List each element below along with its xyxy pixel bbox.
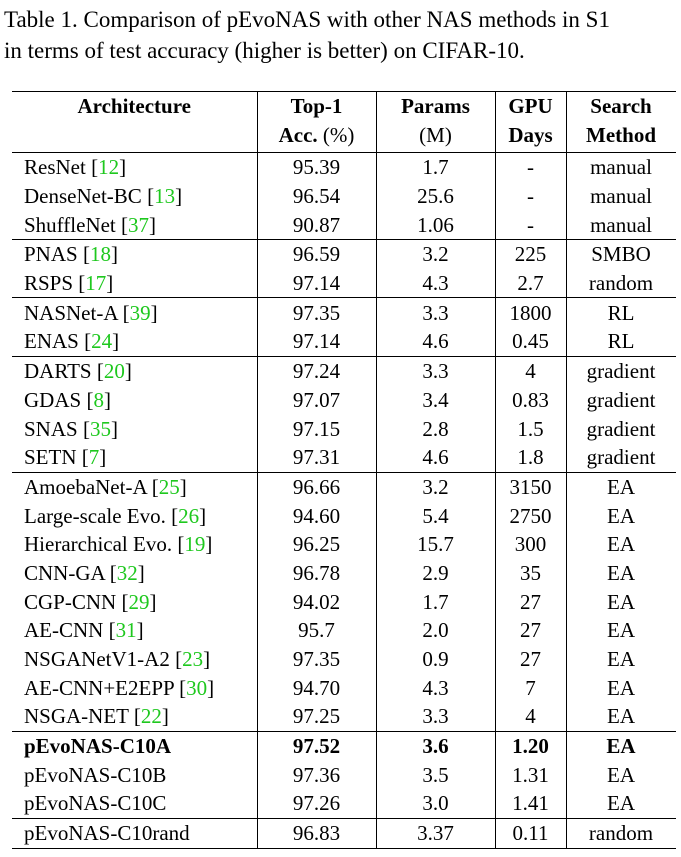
cell-params: 4.3 <box>376 673 495 702</box>
citation-link[interactable]: 26 <box>178 503 200 528</box>
cell-top1-acc: 97.31 <box>257 443 376 472</box>
cell-gpu-days: 27 <box>495 616 566 645</box>
cell-params: 1.7 <box>376 153 495 182</box>
architecture-name: AmoebaNet-A <box>24 474 147 499</box>
cell-search-method: EA <box>566 645 676 674</box>
table-row <box>12 702 676 731</box>
citation-link[interactable]: 23 <box>182 647 204 672</box>
cell-params: 3.37 <box>376 818 495 848</box>
cell-gpu-days: 7 <box>495 673 566 702</box>
cell-architecture <box>12 818 257 848</box>
citation-link[interactable]: 31 <box>115 618 137 643</box>
cell-architecture: NSGANetV1-A2 [23] <box>24 647 211 672</box>
header-search-method: Search Method <box>566 92 676 153</box>
cell-architecture: NSGA-NET [22] <box>24 704 169 729</box>
comparison-table <box>12 91 676 849</box>
cell-search-method: gradient <box>566 414 676 443</box>
cell-top1-acc: 97.25 <box>257 702 376 731</box>
cell-params: 1.06 <box>376 210 495 239</box>
architecture-name: SNAS <box>24 416 78 441</box>
cell-search-method: EA <box>566 673 676 702</box>
table-row <box>12 731 676 760</box>
table-row <box>12 673 676 702</box>
cell-architecture: GDAS [8] <box>24 387 111 412</box>
cell-architecture: AE-CNN [31] <box>24 618 144 643</box>
table-row <box>12 559 676 588</box>
cell-gpu-days: 0.83 <box>495 386 566 415</box>
cell-gpu-days: 4 <box>495 702 566 731</box>
cell-params: 3.5 <box>376 760 495 789</box>
cell-architecture: AmoebaNet-A [25] <box>12 472 257 501</box>
architecture-name: PNAS <box>24 242 78 267</box>
architecture-name: pEvoNAS-C10B <box>24 762 167 787</box>
table-row <box>12 760 676 789</box>
caption-line-1: Table 1. Comparison of pEvoNAS with other NAS methods in S1 <box>4 7 610 32</box>
cell-gpu-days: 3150 <box>495 472 566 501</box>
cell-gpu-days: - <box>495 210 566 239</box>
table-row <box>12 645 676 674</box>
cell-top1-acc: 96.83 <box>257 818 376 848</box>
citation-link[interactable]: 12 <box>98 155 120 180</box>
cell-architecture: Hierarchical Evo. [19] <box>24 532 213 557</box>
table-row <box>12 501 676 530</box>
citation-link[interactable]: 18 <box>89 242 111 267</box>
cell-architecture: Large-scale Evo. [26] <box>24 503 207 528</box>
cell-top1-acc: 97.07 <box>257 386 376 415</box>
citation-link[interactable]: 13 <box>154 184 176 209</box>
cell-gpu-days: 2.7 <box>495 269 566 298</box>
architecture-name: GDAS <box>24 387 82 412</box>
cell-top1-acc: 96.25 <box>257 530 376 559</box>
cell-search-method: EA <box>566 789 676 818</box>
cell-top1-acc: 90.87 <box>257 210 376 239</box>
cell-architecture: CGP-CNN [29] <box>24 589 157 614</box>
cell-gpu-days: 27 <box>495 587 566 616</box>
cell-gpu-days: 1.20 <box>495 731 566 760</box>
cell-search-method: RL <box>566 298 676 327</box>
cell-architecture: DARTS [20] <box>12 356 257 385</box>
cell-top1-acc: 96.54 <box>257 182 376 211</box>
citation-link[interactable]: 32 <box>116 560 138 585</box>
table-row <box>12 530 676 559</box>
cell-search-method: EA <box>566 530 676 559</box>
cell-gpu-days: 225 <box>495 240 566 269</box>
architecture-name: DARTS <box>24 359 92 384</box>
cell-architecture: AE-CNN+E2EPP [30] <box>24 675 215 700</box>
citation-link[interactable]: 8 <box>93 387 104 412</box>
architecture-name: pEvoNAS-C10A <box>24 734 172 759</box>
citation-link[interactable]: 22 <box>140 704 162 729</box>
citation-link[interactable]: 37 <box>128 212 150 237</box>
cell-search-method: EA <box>566 472 676 501</box>
table-row <box>12 587 676 616</box>
citation-link[interactable]: 19 <box>184 532 206 557</box>
table-row <box>12 210 676 239</box>
citation-link[interactable]: 25 <box>158 474 180 499</box>
cell-architecture: ResNet [12] <box>12 153 257 182</box>
cell-gpu-days: 0.11 <box>495 818 566 848</box>
table-body <box>12 153 676 849</box>
cell-gpu-days: 27 <box>495 645 566 674</box>
cell-search-method: RL <box>566 327 676 356</box>
table-header-row <box>12 92 676 153</box>
cell-architecture: ENAS [24] <box>24 329 120 354</box>
cell-search-method: manual <box>566 182 676 211</box>
cell-top1-acc: 96.78 <box>257 559 376 588</box>
cell-params: 4.3 <box>376 269 495 298</box>
cell-search-method: random <box>566 818 676 848</box>
cell-search-method: EA <box>566 501 676 530</box>
architecture-name: pEvoNAS-C10rand <box>24 821 190 846</box>
architecture-name: ShuffleNet <box>24 212 116 237</box>
citation-link[interactable]: 29 <box>128 589 150 614</box>
cell-search-method: gradient <box>566 443 676 472</box>
architecture-name: Large-scale Evo. <box>24 503 166 528</box>
cell-params: 5.4 <box>376 501 495 530</box>
cell-params: 3.2 <box>376 240 495 269</box>
architecture-name: AE-CNN <box>24 618 104 643</box>
cell-architecture <box>12 789 257 818</box>
cell-search-method: manual <box>566 210 676 239</box>
cell-architecture: SETN [7] <box>24 445 107 470</box>
cell-search-method: gradient <box>566 356 676 385</box>
table-row <box>12 616 676 645</box>
cell-gpu-days: 0.45 <box>495 327 566 356</box>
cell-top1-acc: 97.14 <box>257 327 376 356</box>
architecture-name: DenseNet-BC <box>24 184 142 209</box>
cell-params: 3.3 <box>376 702 495 731</box>
cell-params: 1.7 <box>376 587 495 616</box>
cell-top1-acc: 95.39 <box>257 153 376 182</box>
architecture-name: ResNet <box>24 155 86 180</box>
cell-search-method: manual <box>566 153 676 182</box>
cell-search-method: random <box>566 269 676 298</box>
cell-top1-acc: 97.35 <box>257 645 376 674</box>
cell-params: 3.6 <box>376 731 495 760</box>
cell-top1-acc: 96.59 <box>257 240 376 269</box>
architecture-name: AE-CNN+E2EPP <box>24 675 174 700</box>
header-gpu-days: GPU Days <box>495 92 566 153</box>
cell-architecture: RSPS [17] <box>24 271 114 296</box>
cell-search-method: EA <box>566 702 676 731</box>
architecture-name: CNN-GA <box>24 560 105 585</box>
cell-gpu-days: 300 <box>495 530 566 559</box>
cell-search-method: SMBO <box>566 240 676 269</box>
cell-params: 25.6 <box>376 182 495 211</box>
table-row <box>12 414 676 443</box>
table-row <box>12 153 676 182</box>
cell-gpu-days: 1.31 <box>495 760 566 789</box>
citation-link[interactable]: 35 <box>89 416 111 441</box>
cell-params: 4.6 <box>376 327 495 356</box>
cell-search-method: EA <box>566 760 676 789</box>
architecture-name: ENAS <box>24 329 79 354</box>
cell-architecture: SNAS [35] <box>24 416 118 441</box>
table-row <box>12 386 676 415</box>
cell-params: 3.4 <box>376 386 495 415</box>
cell-architecture <box>12 760 257 789</box>
architecture-name: RSPS <box>24 271 74 296</box>
citation-link[interactable]: 7 <box>88 445 100 470</box>
cell-top1-acc: 97.35 <box>257 298 376 327</box>
cell-params: 3.2 <box>376 472 495 501</box>
cell-architecture <box>12 731 257 760</box>
table-row <box>12 818 676 848</box>
cell-search-method: EA <box>566 559 676 588</box>
cell-search-method: EA <box>566 587 676 616</box>
cell-gpu-days: 35 <box>495 559 566 588</box>
header-architecture: Architecture <box>77 94 191 118</box>
table-caption <box>4 4 681 66</box>
cell-params: 3.0 <box>376 789 495 818</box>
cell-gpu-days: - <box>495 182 566 211</box>
table-row <box>12 240 676 269</box>
cell-search-method: EA <box>566 731 676 760</box>
cell-search-method: gradient <box>566 386 676 415</box>
cell-gpu-days: 2750 <box>495 501 566 530</box>
table-row <box>12 443 676 472</box>
cell-gpu-days: 1800 <box>495 298 566 327</box>
citation-link[interactable]: 20 <box>103 359 125 384</box>
header-params: Params (M) <box>376 92 495 153</box>
cell-params: 3.3 <box>376 298 495 327</box>
architecture-name: SETN <box>24 445 77 470</box>
citation-link[interactable]: 30 <box>186 675 208 700</box>
architecture-name: CGP-CNN <box>24 589 117 614</box>
cell-gpu-days: - <box>495 153 566 182</box>
cell-params: 2.8 <box>376 414 495 443</box>
cell-top1-acc: 95.7 <box>257 616 376 645</box>
cell-top1-acc: 94.60 <box>257 501 376 530</box>
caption-line-2: in terms of test accuracy (higher is better) on CIFAR-10. <box>4 38 525 63</box>
architecture-name: Hierarchical Evo. <box>24 532 173 557</box>
citation-link[interactable]: 39 <box>129 300 151 325</box>
architecture-name: NASNet-A <box>24 300 118 325</box>
cell-architecture: CNN-GA [32] <box>24 560 145 585</box>
cell-architecture: NASNet-A [39] <box>12 298 257 327</box>
cell-top1-acc: 97.14 <box>257 269 376 298</box>
cell-top1-acc: 97.15 <box>257 414 376 443</box>
cell-architecture: DenseNet-BC [13] <box>24 184 183 209</box>
table-row <box>12 182 676 211</box>
cell-top1-acc: 96.66 <box>257 472 376 501</box>
header-top1-acc: Top-1 Acc. (%) <box>257 92 376 153</box>
cell-top1-acc: 97.26 <box>257 789 376 818</box>
cell-params: 3.3 <box>376 356 495 385</box>
citation-link[interactable]: 17 <box>85 271 107 296</box>
cell-params: 0.9 <box>376 645 495 674</box>
cell-architecture: PNAS [18] <box>12 240 257 269</box>
cell-search-method: EA <box>566 616 676 645</box>
architecture-name: NSGANetV1-A2 <box>24 647 170 672</box>
table-row <box>12 298 676 327</box>
cell-gpu-days: 1.41 <box>495 789 566 818</box>
cell-params: 2.9 <box>376 559 495 588</box>
table-row <box>12 356 676 385</box>
cell-top1-acc: 94.02 <box>257 587 376 616</box>
architecture-name: NSGA-NET <box>24 704 129 729</box>
cell-top1-acc: 97.52 <box>257 731 376 760</box>
cell-params: 4.6 <box>376 443 495 472</box>
table-row <box>12 327 676 356</box>
cell-params: 15.7 <box>376 530 495 559</box>
cell-top1-acc: 94.70 <box>257 673 376 702</box>
architecture-name: pEvoNAS-C10C <box>24 791 167 816</box>
cell-gpu-days: 1.8 <box>495 443 566 472</box>
cell-params: 2.0 <box>376 616 495 645</box>
cell-gpu-days: 1.5 <box>495 414 566 443</box>
table-row <box>12 472 676 501</box>
cell-architecture: ShuffleNet [37] <box>24 212 157 237</box>
cell-top1-acc: 97.24 <box>257 356 376 385</box>
table-row <box>12 269 676 298</box>
cell-gpu-days: 4 <box>495 356 566 385</box>
citation-link[interactable]: 24 <box>91 329 113 354</box>
table-row <box>12 789 676 818</box>
cell-top1-acc: 97.36 <box>257 760 376 789</box>
